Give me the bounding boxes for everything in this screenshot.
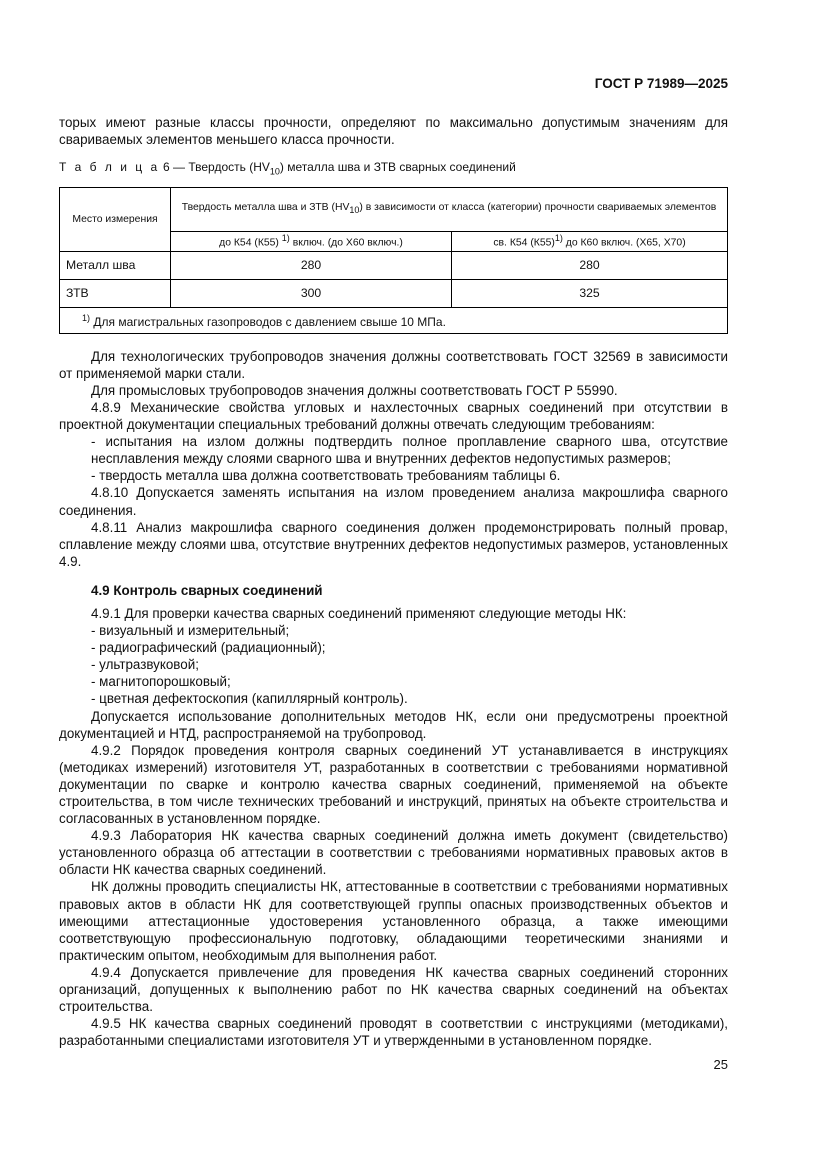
caption-sub: 10 bbox=[269, 166, 280, 177]
page-number: 25 bbox=[713, 1057, 728, 1072]
paragraph: 4.9.1 Для проверки качества сварных соединений применяют следующие методы НК: bbox=[91, 605, 627, 621]
paragraph: Допускается использование дополнительных методов НК, если они предусмотрены проектной документацией и НТД, распространяемой на трубопровод. bbox=[59, 708, 728, 741]
paragraph: 4.8.11 Анализ макрошлифа сварного соединения должен продемонстрировать полный провар, сплавление между слоями шва, отсутствие внутренних дефектов недопустимых размеров, установленных 4.9. bbox=[59, 519, 728, 569]
sub-header-1: до К54 (К55) $^{1)}$ включ. (до Х60 включ.) bbox=[171, 231, 452, 251]
paragraph: 4.9.5 НК качества сварных соединений проводят в соответствии с инструкциями (методиками), разработанными специалистами изготовителя УТ и утвержденными в установленном порядке. bbox=[59, 1016, 728, 1049]
table-row bbox=[60, 251, 728, 279]
row-place: Металл шва bbox=[60, 251, 171, 279]
caption-text: 6 — Твердость (HV bbox=[162, 160, 270, 175]
list-item: - цветная дефектоскопия (капиллярный контроль). bbox=[91, 691, 408, 707]
row-value: 325 bbox=[452, 279, 728, 307]
table-label: Т а б л и ц а bbox=[59, 160, 160, 175]
list-item: - твердость металла шва должна соответствовать требованиям таблицы 6. bbox=[91, 468, 561, 484]
list-item: - визуальный и измерительный; bbox=[91, 623, 290, 639]
col-header-place: Место измерения bbox=[60, 187, 171, 251]
caption-end: ) металла шва и ЗТВ сварных соединений bbox=[279, 160, 516, 175]
section-heading: 4.9 Контроль сварных соединений bbox=[91, 582, 323, 598]
list-item: - магнитопорошковый; bbox=[91, 674, 231, 690]
row-value: 280 bbox=[171, 251, 452, 279]
table-row bbox=[60, 279, 728, 307]
sub-header-2: св. К54 $(К55)^{1)}$ до К60 включ. (Х65, Х70) bbox=[452, 231, 728, 251]
paragraph: Для промысловых трубопроводов значения должны соответствовать ГОСТ Р 55990. bbox=[91, 382, 618, 398]
page-content bbox=[59, 114, 728, 1049]
paragraph: 4.9.2 Порядок проведения контроля сварных соединений УТ устанавливается в инструкциях (методиках измерений) изготовителя УТ, разработанных в соответствии с требованиями нормативной документации по сварке и контролю качества сварных соединений, применяемой на объекте строительства, в том числе технических требований и инструкций, принятых на объекте строительства и согласованных в установленном порядке. bbox=[59, 742, 728, 827]
intro-paragraph: торых имеют разные классы прочности, определяют по максимально допустимым значениям для свариваемых элементов меньшего класса прочности. bbox=[59, 115, 728, 148]
row-value: 280 bbox=[452, 251, 728, 279]
list-item: - испытания на излом должны подтвердить полное проплавление сварного шва, отсутствие несплавления между слоями сварного шва и внутренних дефектов недопустимых размеров; bbox=[91, 434, 728, 467]
list-item: - ультразвуковой; bbox=[91, 657, 199, 673]
paragraph: 4.8.9 Механические свойства угловых и нахлесточных сварных соединений при отсутствии в проектной документации специальных требований должны отвечать следующим требованиям: bbox=[59, 399, 728, 433]
hardness-table bbox=[59, 187, 728, 334]
table-caption bbox=[59, 159, 728, 180]
row-value: 300 bbox=[171, 279, 452, 307]
paragraph: НК должны проводить специалисты НК, аттестованные в соответствии с требованиями нормативных правовых актов в области НК для соответствующей группы опасных производственных объектов и имеющими аттестационные удостоверения установленного образца, а также имеющими соответствующую профессиональную подготовку, обладающими теоретическими знаниями и практическим опытом, необходимым для выполнения работ. bbox=[59, 879, 728, 963]
paragraph: 4.9.4 Допускается привлечение для проведения НК качества сварных соединений сторонних организаций, допущенных к выполнению работ по НК качества сварных соединений на объектах строительства. bbox=[59, 964, 728, 1015]
table-footnote: $^{1)}$ Для магистральных газопроводов с давлением свыше 10 МПа. bbox=[60, 307, 728, 333]
col-header-hardness: Твердость металла шва и ЗТВ $(HV_{10})$ в зависимости от класса (категории) прочности свариваемых элементов bbox=[171, 187, 728, 231]
paragraph: 4.9.3 Лаборатория НК качества сварных соединений должна иметь документ (свидетельство) установленного образца об аттестации в соответствии с требованиями нормативных правовых актов в области НК качества сварных соединений. bbox=[59, 828, 728, 878]
doc-header: ГОСТ Р 71989—2025 bbox=[594, 76, 728, 91]
row-place: ЗТВ bbox=[60, 279, 171, 307]
list-item: - радиографический (радиационный); bbox=[91, 640, 326, 656]
paragraph: Для технологических трубопроводов значения должны соответствовать ГОСТ 32569 в зависимости от применяемой марки стали. bbox=[59, 348, 728, 381]
paragraph: 4.8.10 Допускается заменять испытания на излом проведением анализа макрошлифа сварного соединения. bbox=[59, 485, 728, 518]
